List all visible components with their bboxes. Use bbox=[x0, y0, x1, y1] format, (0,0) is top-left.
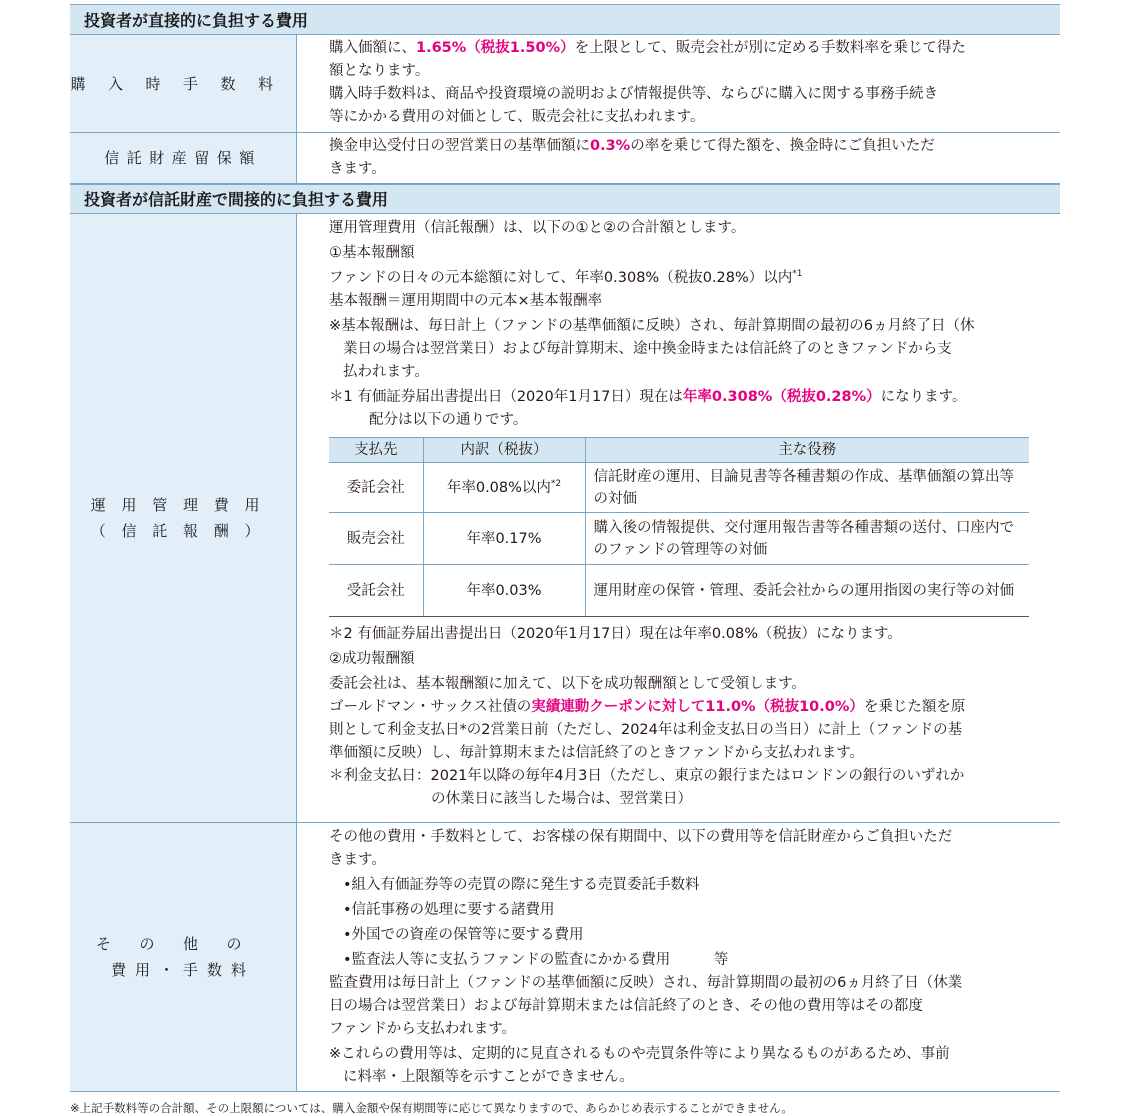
content-management-fee: 運用管理費用（信託報酬）は、以下の①と②の合計額とします。 ①基本報酬額 ファンドの日々の元本総額に対して、年率0.308%（税抜0.28%）以内$^{*1}$ 基本報酬＝運用期間中の元本×基本報酬率 ※基本報酬は、毎日計上（ファンドの基準価額に反映）され、毎計算期間の最初の6ヵ月終了日（休 業日の場合は翌営業日）および毎計算期末、途中換金時または信託終了のときファンドから支 払われます。 ＊1 有価証券届出書提出日（2020年1月17日）現在は年率0.308%（税抜0.28%）になります。 配分は以下の通りです。 支払先 内訳（税抜） 主な役務 委託会社 年率0.08%以内$^{*2}$ 信託財産の運用、目論見書等各種書類の作成、基準価額の算出等の対価 販売会社 年率0.17% 購入後の情報提供、交付運用報告書等各種書類の送付、口座内でのファンドの管理等の対価 受託会社 年率0.03% 運用財産の保管・管理、委託会社からの運用指図の実行等の対価 ＊2 有価証券届出書提出日（2020年1月17日）現在は年率0.08%（税抜）になります。 ②成功報酬額 委託会社は、基本報酬額に加えて、以下を成功報酬額として受領します。 ゴールドマン・サックス社債の実績連動クーポンに対して11.0%（税抜10.0%）を乗じた額を原 則として利金支払日*の2営業日前（ただし、2024年は利金支払日の当日）に計上（ファンドの基 準価額に反映）し、毎計算期末または信託終了のときファンドから支払われます。 ＊利金支払日：2021年以降の毎年4月3日（ただし、東京の銀行またはロンドンの銀行のいずれか の休業日に該当した場合は、翌営業日） bbox=[297, 214, 1060, 822]
row-other-fees bbox=[70, 823, 1060, 1092]
fee-allocation-table bbox=[329, 437, 1029, 617]
content-purchase-fee: 購入価額に、1.65%（税抜1.50%）を上限として、販売会社が別に定める手数料率を乗じて得た 額となります。 購入時手数料は、商品や投資環境の説明および情報提供等、ならびに購入に関する事務手続き 等にかかる費用の対価として、販売会社に支払われます。 bbox=[329, 40, 966, 125]
retention-rate: 0.3% bbox=[590, 138, 631, 154]
fee-document bbox=[70, 4, 1060, 1092]
table-row: 販売会社 年率0.17% 購入後の情報提供、交付運用報告書等各種書類の送付、口座内でのファンドの管理等の対価 bbox=[329, 513, 1029, 565]
purchase-fee-max-rate: 1.65%（税抜1.50%） bbox=[416, 40, 575, 56]
row-management-fee bbox=[70, 214, 1060, 823]
list-item: •外国での資産の保管等に要する費用 bbox=[343, 927, 584, 943]
table-row: 受託会社 年率0.03% 運用財産の保管・管理、委託会社からの運用指図の実行等の対価 bbox=[329, 565, 1029, 617]
success-fee-rate: 実績連動クーポンに対して11.0%（税抜10.0%） bbox=[531, 699, 864, 715]
label-management-fee: 運用管理費用 （信託報酬） bbox=[70, 214, 297, 822]
col-header-payee: 支払先 bbox=[329, 438, 423, 463]
content-retention: 換金申込受付日の翌営業日の基準価額に0.3%の率を乗じて得た額を、換金時にご負担いただ きます。 bbox=[329, 138, 935, 177]
label-other-fees: その他の 費用・手数料 bbox=[70, 823, 297, 1091]
list-item: •組入有価証券等の売買の際に発生する売買委託手数料 bbox=[343, 877, 700, 893]
label-retention: 信託財産留保額 bbox=[70, 133, 297, 183]
section-indirect-costs-title: 投資者が信託財産で間接的に負担する費用 bbox=[70, 184, 1060, 214]
section-direct-costs-title: 投資者が直接的に負担する費用 bbox=[70, 4, 1060, 35]
list-item: •信託事務の処理に要する諸費用 bbox=[343, 902, 555, 918]
col-header-rate: 内訳（税抜） bbox=[423, 438, 585, 463]
label-purchase-fee: 購入時手数料 bbox=[70, 35, 297, 132]
row-purchase-fee bbox=[70, 35, 1060, 133]
footnote: ※上記手数料等の合計額、その上限額については、購入金額や保有期間等に応じて異なりますので、あらかじめ表示することができません。 bbox=[70, 1101, 793, 1115]
list-item: •監査法人等に支払うファンドの監査にかかる費用 等 bbox=[343, 952, 729, 968]
basic-fee-rate: 年率0.308%（税抜0.28%） bbox=[682, 389, 881, 405]
col-header-role: 主な役務 bbox=[585, 438, 1029, 463]
table-row: 委託会社 年率0.08%以内$^{*2}$ 信託財産の運用、目論見書等各種書類の作成、基準価額の算出等の対価 bbox=[329, 463, 1029, 513]
row-retention bbox=[70, 133, 1060, 184]
content-other-fees: その他の費用・手数料として、お客様の保有期間中、以下の費用等を信託財産からご負担いただ きます。 •組入有価証券等の売買の際に発生する売買委託手数料 •信託事務の処理に要する諸費用 •外国での資産の保管等に要する費用 •監査法人等に支払うファンドの監査にかかる費用 等 監査費用は毎日計上（ファンドの基準価額に反映）され、毎計算期間の最初の6ヵ月終了日（休業 日の場合は翌営業日）および毎計算期末または信託終了のとき、その他の費用等はその都度 ファンドから支払われます。 ※これらの費用等は、定期的に見直されるものや売買条件等により異なるものがあるため、事前 に料率・上限額等を示すことができません。 bbox=[297, 823, 1060, 1091]
table-header-row bbox=[329, 438, 1029, 463]
